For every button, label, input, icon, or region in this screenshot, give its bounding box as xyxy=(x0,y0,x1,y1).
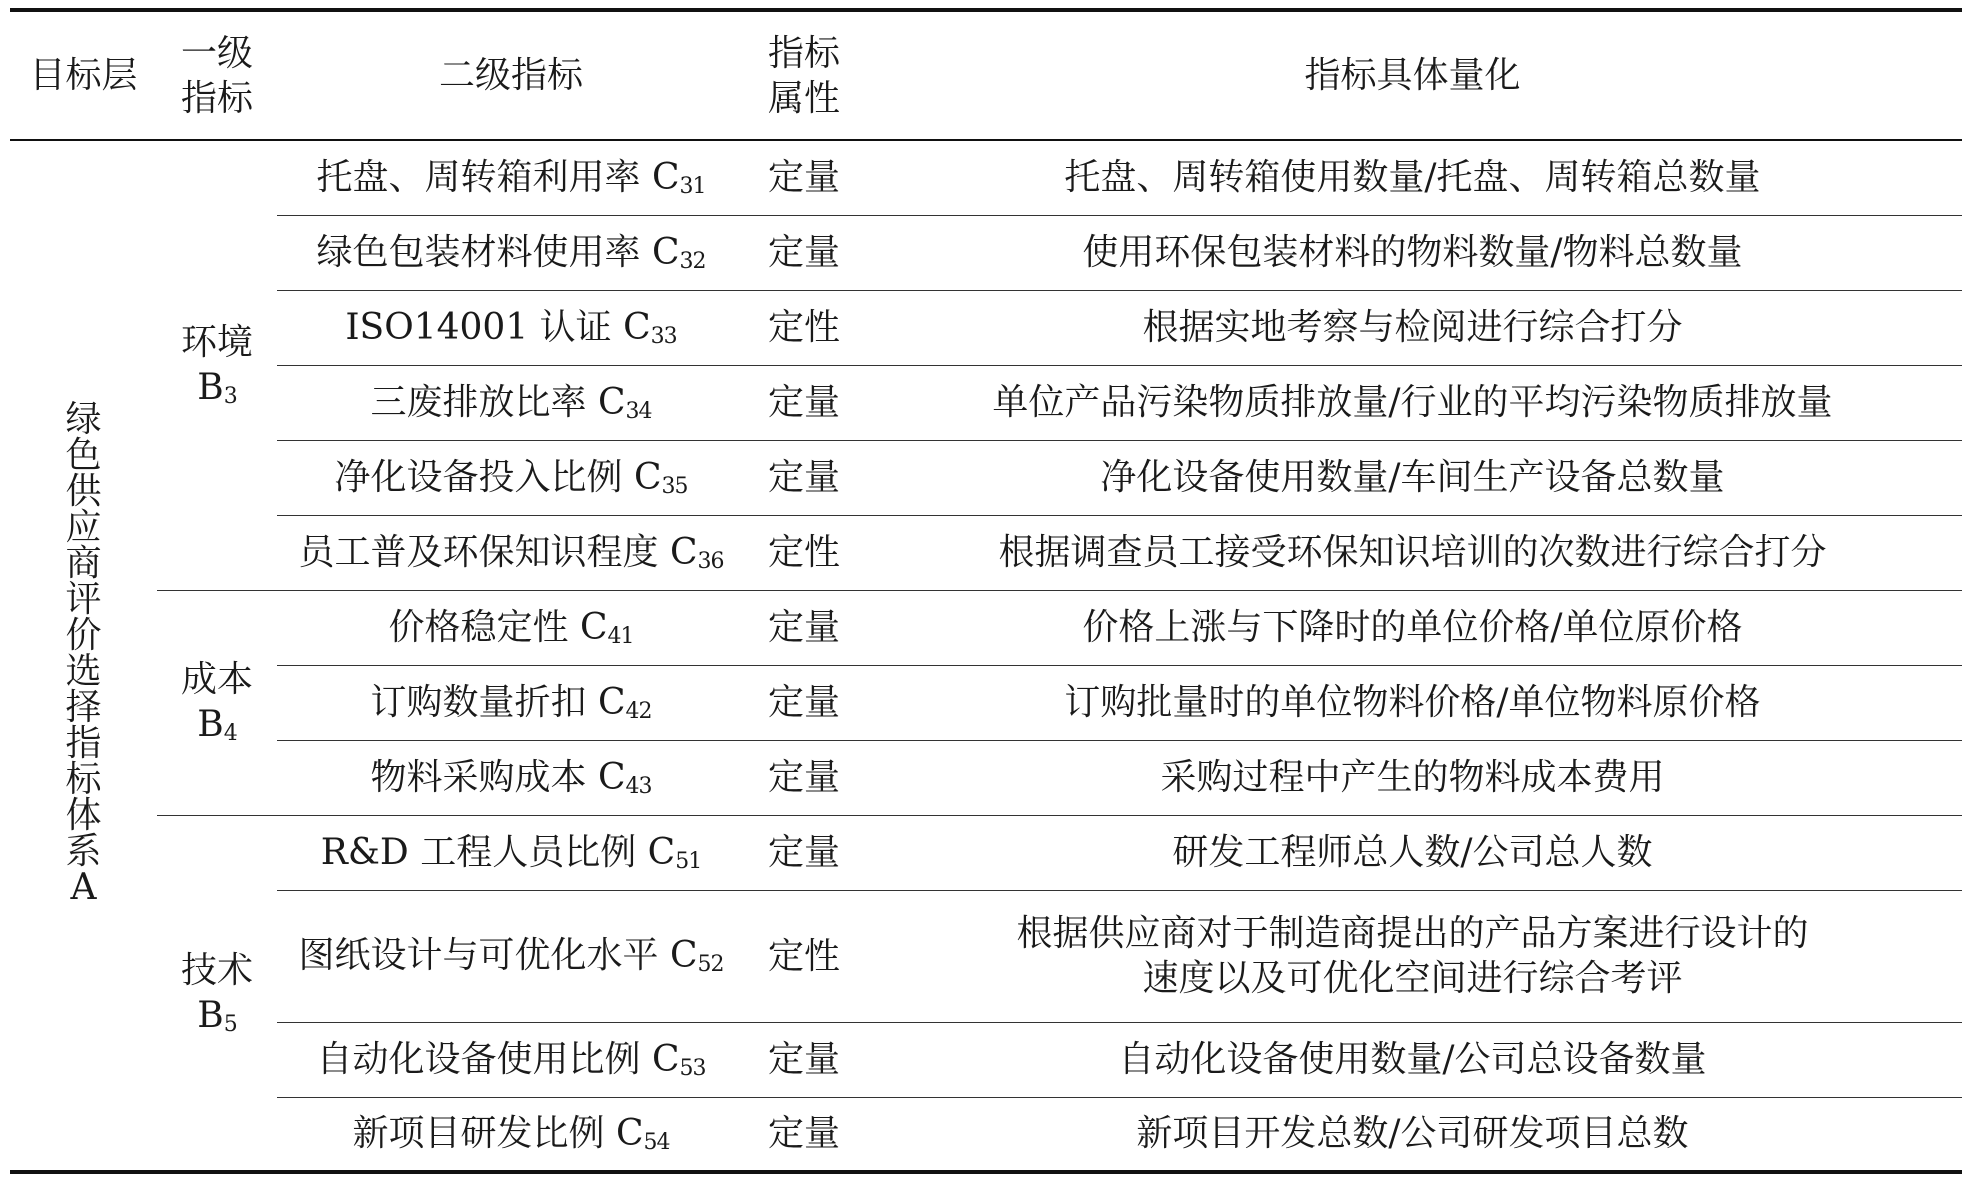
level1-technology: 技术 B5 xyxy=(157,815,277,1172)
level2-name: 图纸设计与可优化水平 C52 xyxy=(277,890,745,1022)
goal-layer-char: 指 xyxy=(65,722,102,764)
level2-name: 物料采购成本 C43 xyxy=(277,740,745,815)
level1-cost: 成本 B4 xyxy=(157,590,277,815)
header-attribute: 指标 属性 xyxy=(745,10,863,140)
level2-attribute: 定量 xyxy=(745,215,863,290)
level2-quantification: 净化设备使用数量/车间生产设备总数量 xyxy=(863,440,1962,515)
level2-quantification: 价格上涨与下降时的单位价格/单位原价格 xyxy=(863,590,1962,665)
level2-name: 托盘、周转箱利用率 C31 xyxy=(277,140,745,215)
goal-layer-char: 选 xyxy=(65,650,102,692)
level2-attribute: 定量 xyxy=(745,365,863,440)
level2-quantification: 采购过程中产生的物料成本费用 xyxy=(863,740,1962,815)
level2-attribute: 定量 xyxy=(745,590,863,665)
goal-layer-char: 体 xyxy=(65,794,102,836)
level2-attribute: 定量 xyxy=(745,440,863,515)
goal-layer-char: 绿 xyxy=(65,398,102,440)
level2-name: 绿色包装材料使用率 C32 xyxy=(277,215,745,290)
level2-quantification: 根据供应商对于制造商提出的产品方案进行设计的 速度以及可优化空间进行综合考评 xyxy=(863,890,1962,1022)
level2-name: 自动化设备使用比例 C53 xyxy=(277,1022,745,1097)
level2-attribute: 定量 xyxy=(745,1097,863,1172)
level2-quantification: 使用环保包装材料的物料数量/物料总数量 xyxy=(863,215,1962,290)
indicator-table xyxy=(10,8,1962,1174)
level2-quantification: 单位产品污染物质排放量/行业的平均污染物质排放量 xyxy=(863,365,1962,440)
level2-name: 新项目研发比例 C54 xyxy=(277,1097,745,1172)
header-level2: 二级指标 xyxy=(277,10,745,140)
level2-attribute: 定量 xyxy=(745,140,863,215)
goal-layer-cell xyxy=(10,140,157,1172)
level2-attribute: 定性 xyxy=(745,890,863,1022)
goal-layer-char: 商 xyxy=(65,542,102,584)
level2-quantification: 订购批量时的单位物料价格/单位物料原价格 xyxy=(863,665,1962,740)
level2-quantification: 新项目开发总数/公司研发项目总数 xyxy=(863,1097,1962,1172)
level2-attribute: 定量 xyxy=(745,665,863,740)
level2-quantification: 研发工程师总人数/公司总人数 xyxy=(863,815,1962,890)
level2-name: 订购数量折扣 C42 xyxy=(277,665,745,740)
level2-attribute: 定量 xyxy=(745,1022,863,1097)
level2-quantification: 托盘、周转箱使用数量/托盘、周转箱总数量 xyxy=(863,140,1962,215)
goal-layer-char: 评 xyxy=(65,578,102,620)
level2-quantification: 根据调查员工接受环保知识培训的次数进行综合打分 xyxy=(863,515,1962,590)
level2-name: 价格稳定性 C41 xyxy=(277,590,745,665)
goal-layer-char: 标 xyxy=(65,758,102,800)
level2-attribute: 定量 xyxy=(745,815,863,890)
goal-layer-char: 系 xyxy=(65,830,102,872)
level2-name: 三废排放比率 C34 xyxy=(277,365,745,440)
level2-quantification: 根据实地考察与检阅进行综合打分 xyxy=(863,290,1962,365)
goal-layer-char: 色 xyxy=(65,434,102,476)
header-row xyxy=(10,10,1962,140)
table-body xyxy=(10,140,1962,1172)
level1-environment: 环境 B3 xyxy=(157,140,277,590)
level2-name: 净化设备投入比例 C35 xyxy=(277,440,745,515)
level2-name: R&D 工程人员比例 C51 xyxy=(277,815,745,890)
level2-quantification: 自动化设备使用数量/公司总设备数量 xyxy=(863,1022,1962,1097)
goal-layer-char: A xyxy=(70,866,97,908)
header-goal: 目标层 xyxy=(10,10,157,140)
goal-layer-char: 价 xyxy=(65,614,102,656)
header-level1: 一级 指标 xyxy=(157,10,277,140)
level2-name: ISO14001 认证 C33 xyxy=(277,290,745,365)
goal-layer-char: 供 xyxy=(65,470,102,512)
header-quantification: 指标具体量化 xyxy=(863,10,1962,140)
level2-name: 员工普及环保知识程度 C36 xyxy=(277,515,745,590)
goal-layer-char: 应 xyxy=(65,506,102,548)
goal-layer-char: 择 xyxy=(65,686,102,728)
level2-attribute: 定性 xyxy=(745,290,863,365)
goal-layer-label xyxy=(62,398,106,908)
level2-attribute: 定量 xyxy=(745,740,863,815)
level2-attribute: 定性 xyxy=(745,515,863,590)
